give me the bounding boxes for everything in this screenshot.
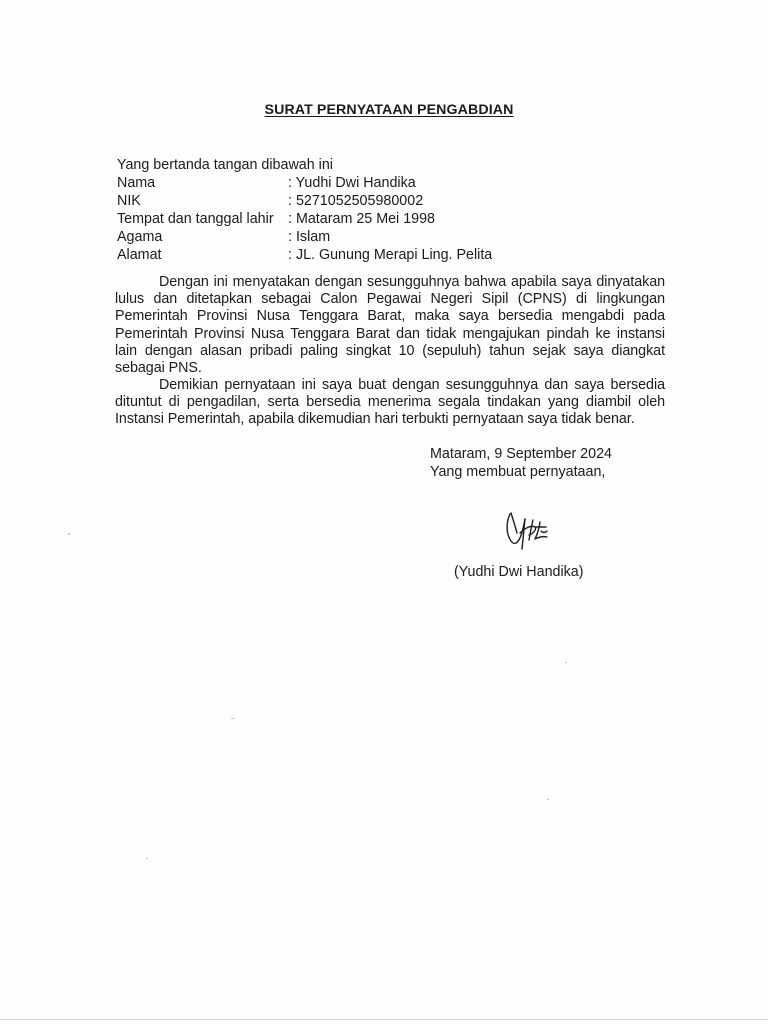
scan-speck (68, 533, 70, 535)
field-label: Tempat dan tanggal lahir (117, 211, 274, 227)
field-value: : Islam (288, 229, 331, 245)
scan-speck (547, 799, 549, 800)
page-edge (0, 1019, 768, 1020)
field-label: NIK (117, 193, 141, 209)
field-value: : Yudhi Dwi Handika (288, 175, 416, 191)
field-value: : JL. Gunung Merapi Ling. Pelita (288, 247, 493, 263)
document-title: SURAT PERNYATAAN PENGABDIAN (264, 102, 514, 118)
field-label: Nama (117, 175, 156, 191)
signer-name: (Yudhi Dwi Handika) (454, 564, 584, 580)
field-value: : Mataram 25 Mei 1998 (288, 211, 436, 227)
field-label: Alamat (117, 247, 162, 263)
field-value: : 5271052505980002 (288, 193, 424, 209)
scan-speck (231, 718, 234, 719)
closing-paragraph: Demikian pernyataan ini saya buat dengan sesungguhnya dan saya bersedia dituntut di pengadilan, serta bersedia menerima segala tindakan yang diambil oleh Instansi Pemerintah, apabila dikemudian hari terbukti pernyataan saya tidak benar. (115, 377, 665, 428)
place-date: Mataram, 9 September 2024 (430, 446, 612, 462)
statement-paragraph: Dengan ini menyatakan dengan sesungguhnya bahwa apabila saya dinyatakan lulus dan ditetapkan sebagai Calon Pegawai Negeri Sipil (CPNS) di lingkungan Pemerintah Provinsi Nusa Tenggara Barat, maka saya bersedia mengabdi pada Pemerintah Provinsi Nusa Tenggara Barat dan tidak mengajukan pindah ke instansi lain dengan alasan pribadi paling singkat 10 (sepuluh) tahun sejak saya diangkat sebagai PNS. (115, 274, 665, 377)
intro-line: Yang bertanda tangan dibawah ini (117, 157, 333, 173)
maker-label: Yang membuat pernyataan, (430, 464, 606, 480)
signature-image (500, 500, 566, 558)
field-label: Agama (117, 229, 163, 245)
closing-block (430, 445, 612, 481)
scan-speck (565, 662, 567, 663)
scan-speck (146, 858, 148, 859)
